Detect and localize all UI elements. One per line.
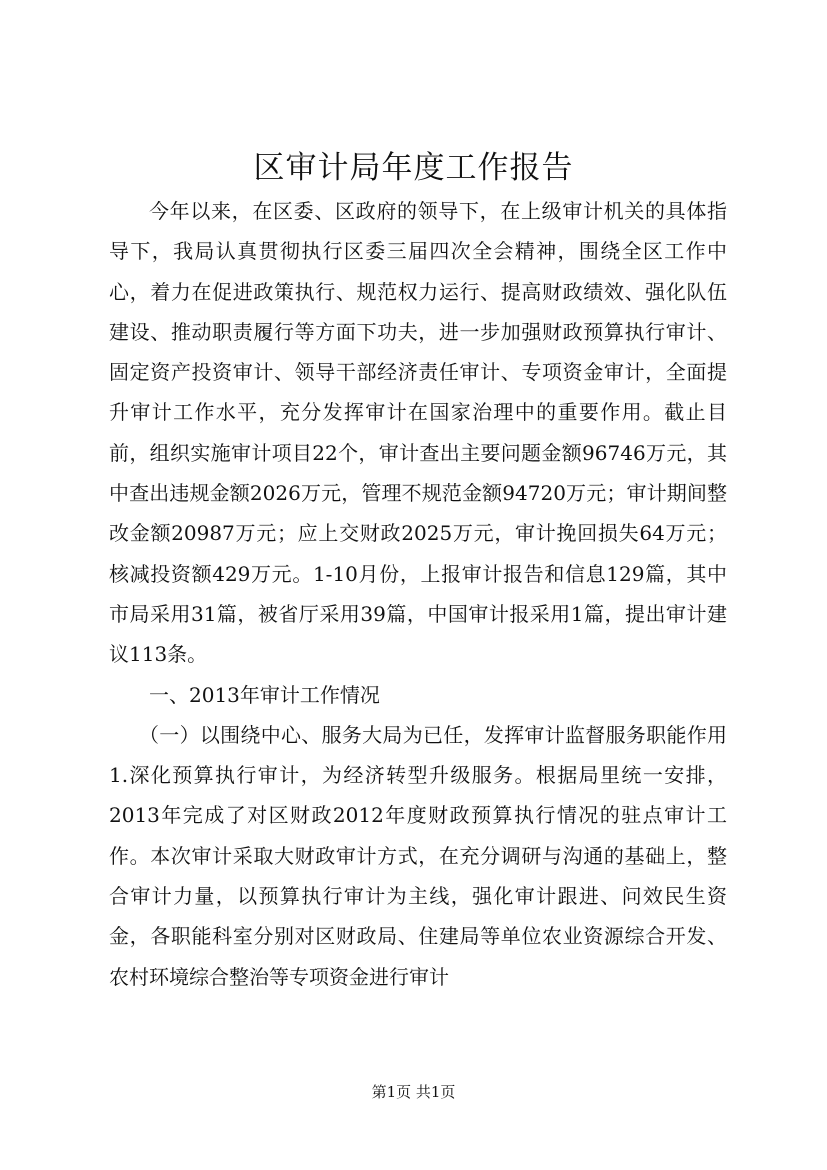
document-title: 区审计局年度工作报告 bbox=[253, 150, 574, 186]
section-heading: 一、2013年审计工作情况 bbox=[149, 682, 380, 707]
paragraph-intro: 今年以来，在区委、区政府的领导下，在上级审计机关的具体指导下，我局认真贯彻执行区委三届四次全会精神，围绕全区工作中心，着力在促进政策执行、规范权力运行、提高财政绩效、强化队伍建设、推动职责履行等方面下功夫，进一步加强财政预算执行审计、固定资产投资审计、领导干部经济责任审计、专项资金审计，全面提升审计工作水平，充分发挥审计在国家治理中的重要作用。截止目前，组织实施审计项目22个，审计查出主要问题金额96746万元，其中查出违规金额2026万元，管理不规范金额94720万元；审计期间整改金额20987万元；应上交财政2025万元，审计挽回损失64万元；核减投资额429万元。1-10月份，上报审计报告和信息129篇，其中市局采用31篇，被省厅采用39篇，中国审计报采用1篇，提出审计建议113条。 bbox=[109, 199, 727, 667]
paragraph-subsection: （一）以围绕中心、服务大局为已任，发挥审计监督服务职能作用1.深化预算执行审计，为经济转型升级服务。根据局里统一安排，2013年完成了对区财政2012年度财政预算执行情况的驻点审计工作。本次审计采取大财政审计方式，在充分调研与沟通的基础上，整合审计力量，以预算执行审计为主线，强化审计跟进、问效民生资金，各职能科室分别对区财政局、住建局等单位农业资源综合开发、农村环境综合整治等专项资金进行审计 bbox=[109, 722, 727, 989]
document-body bbox=[109, 191, 727, 997]
page-footer: 第1页 共1页 bbox=[371, 1083, 456, 1101]
